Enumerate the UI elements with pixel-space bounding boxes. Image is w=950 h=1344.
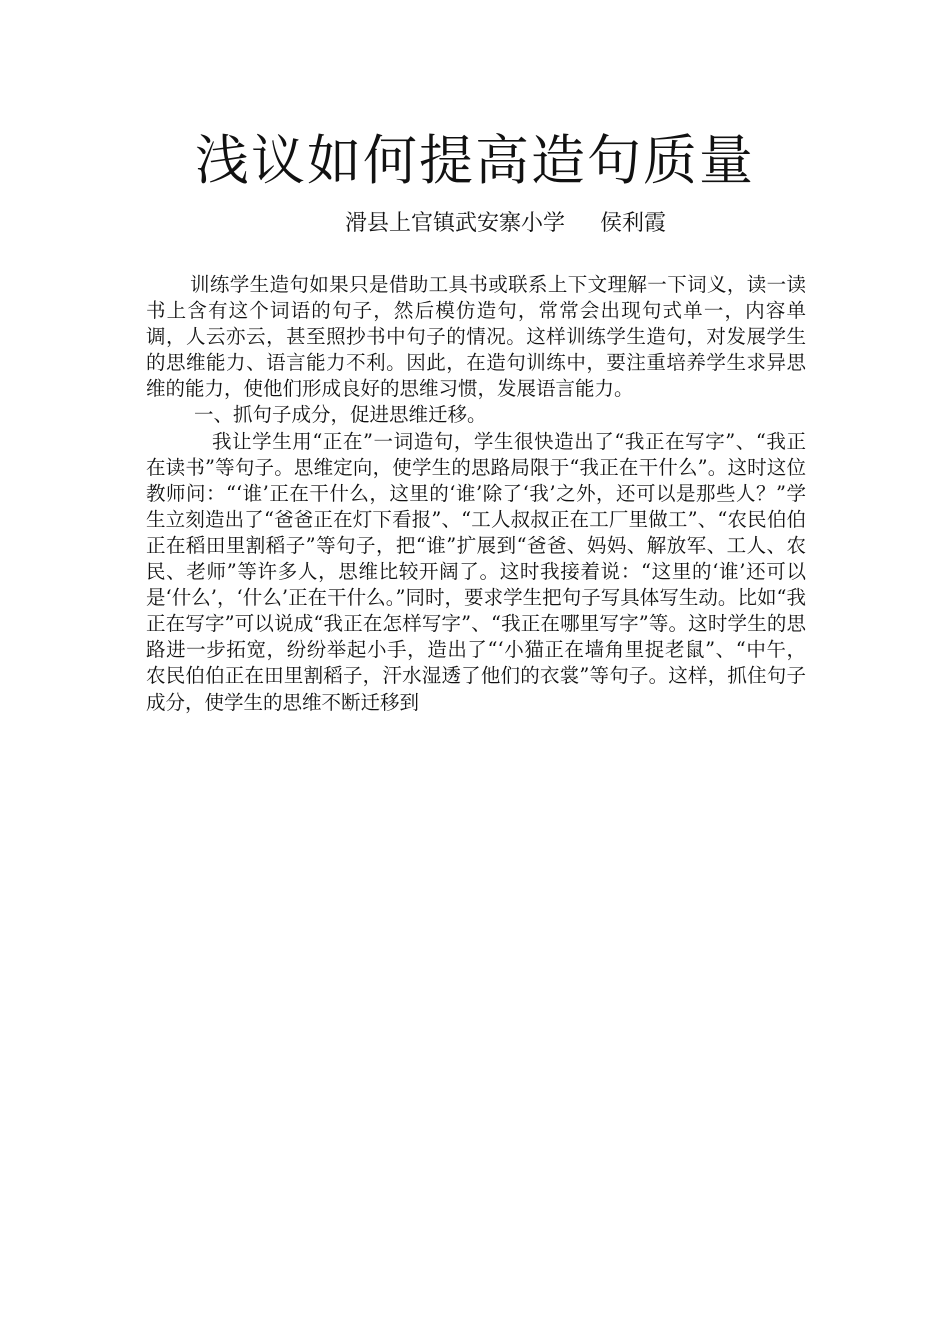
document-body (146, 272, 806, 716)
paragraph-intro: 训练学生造句如果只是借助工具书或联系上下文理解一下词义，读一读书上含有这个词语的句子，然后模仿造句，常常会出现句式单一，内容单调，人云亦云，甚至照抄书中句子的情况。这样训练学生造句，对发展学生的思维能力、语言能力不利。因此，在造句训练中，要注重培养学生求异思维的能力，使他们形成良好的思维习惯，发展语言能力。 (146, 273, 806, 401)
section-heading: 一、抓句子成分，促进思维迁移。 (194, 403, 487, 427)
document-title: 浅议如何提高造句质量 (195, 129, 755, 192)
paragraph-example: 我让学生用“正在”一词造句，学生很快造出了“我正在写字”、“我正在读书”等句子。思维定向，使学生的思路局限于“我正在干什么”。这时这位教师问：“‘谁’正在干什么，这里的‘谁’除了‘我’之外，还可以是那些人？”学生立刻造出了“爸爸正在灯下看报”、“工人叔叔正在工厂里做工”、“农民伯伯正在稻田里割稻子”等句子，把“谁”扩展到“爸爸、妈妈、解放军、工人、农民、老师”等许多人，思维比较开阔了。这时我接着说：“这里的‘谁’还可以是‘什么’，‘什么’正在干什么。”同时，要求学生把句子写具体写生动。比如“我正在写字”可以说成“我正在怎样写字”、“我正在哪里写字”等。这时学生的思路进一步拓宽，纷纷举起小手，造出了“‘小猫正在墙角里捉老鼠”、“中午，农民伯伯正在田里割稻子，汗水湿透了他们的衣裳”等句子。这样，抓住句子成分，使学生的思维不断迁移到 (146, 429, 806, 714)
author-byline: 滑县上官镇武安寨小学 侯利霞 (345, 211, 666, 236)
